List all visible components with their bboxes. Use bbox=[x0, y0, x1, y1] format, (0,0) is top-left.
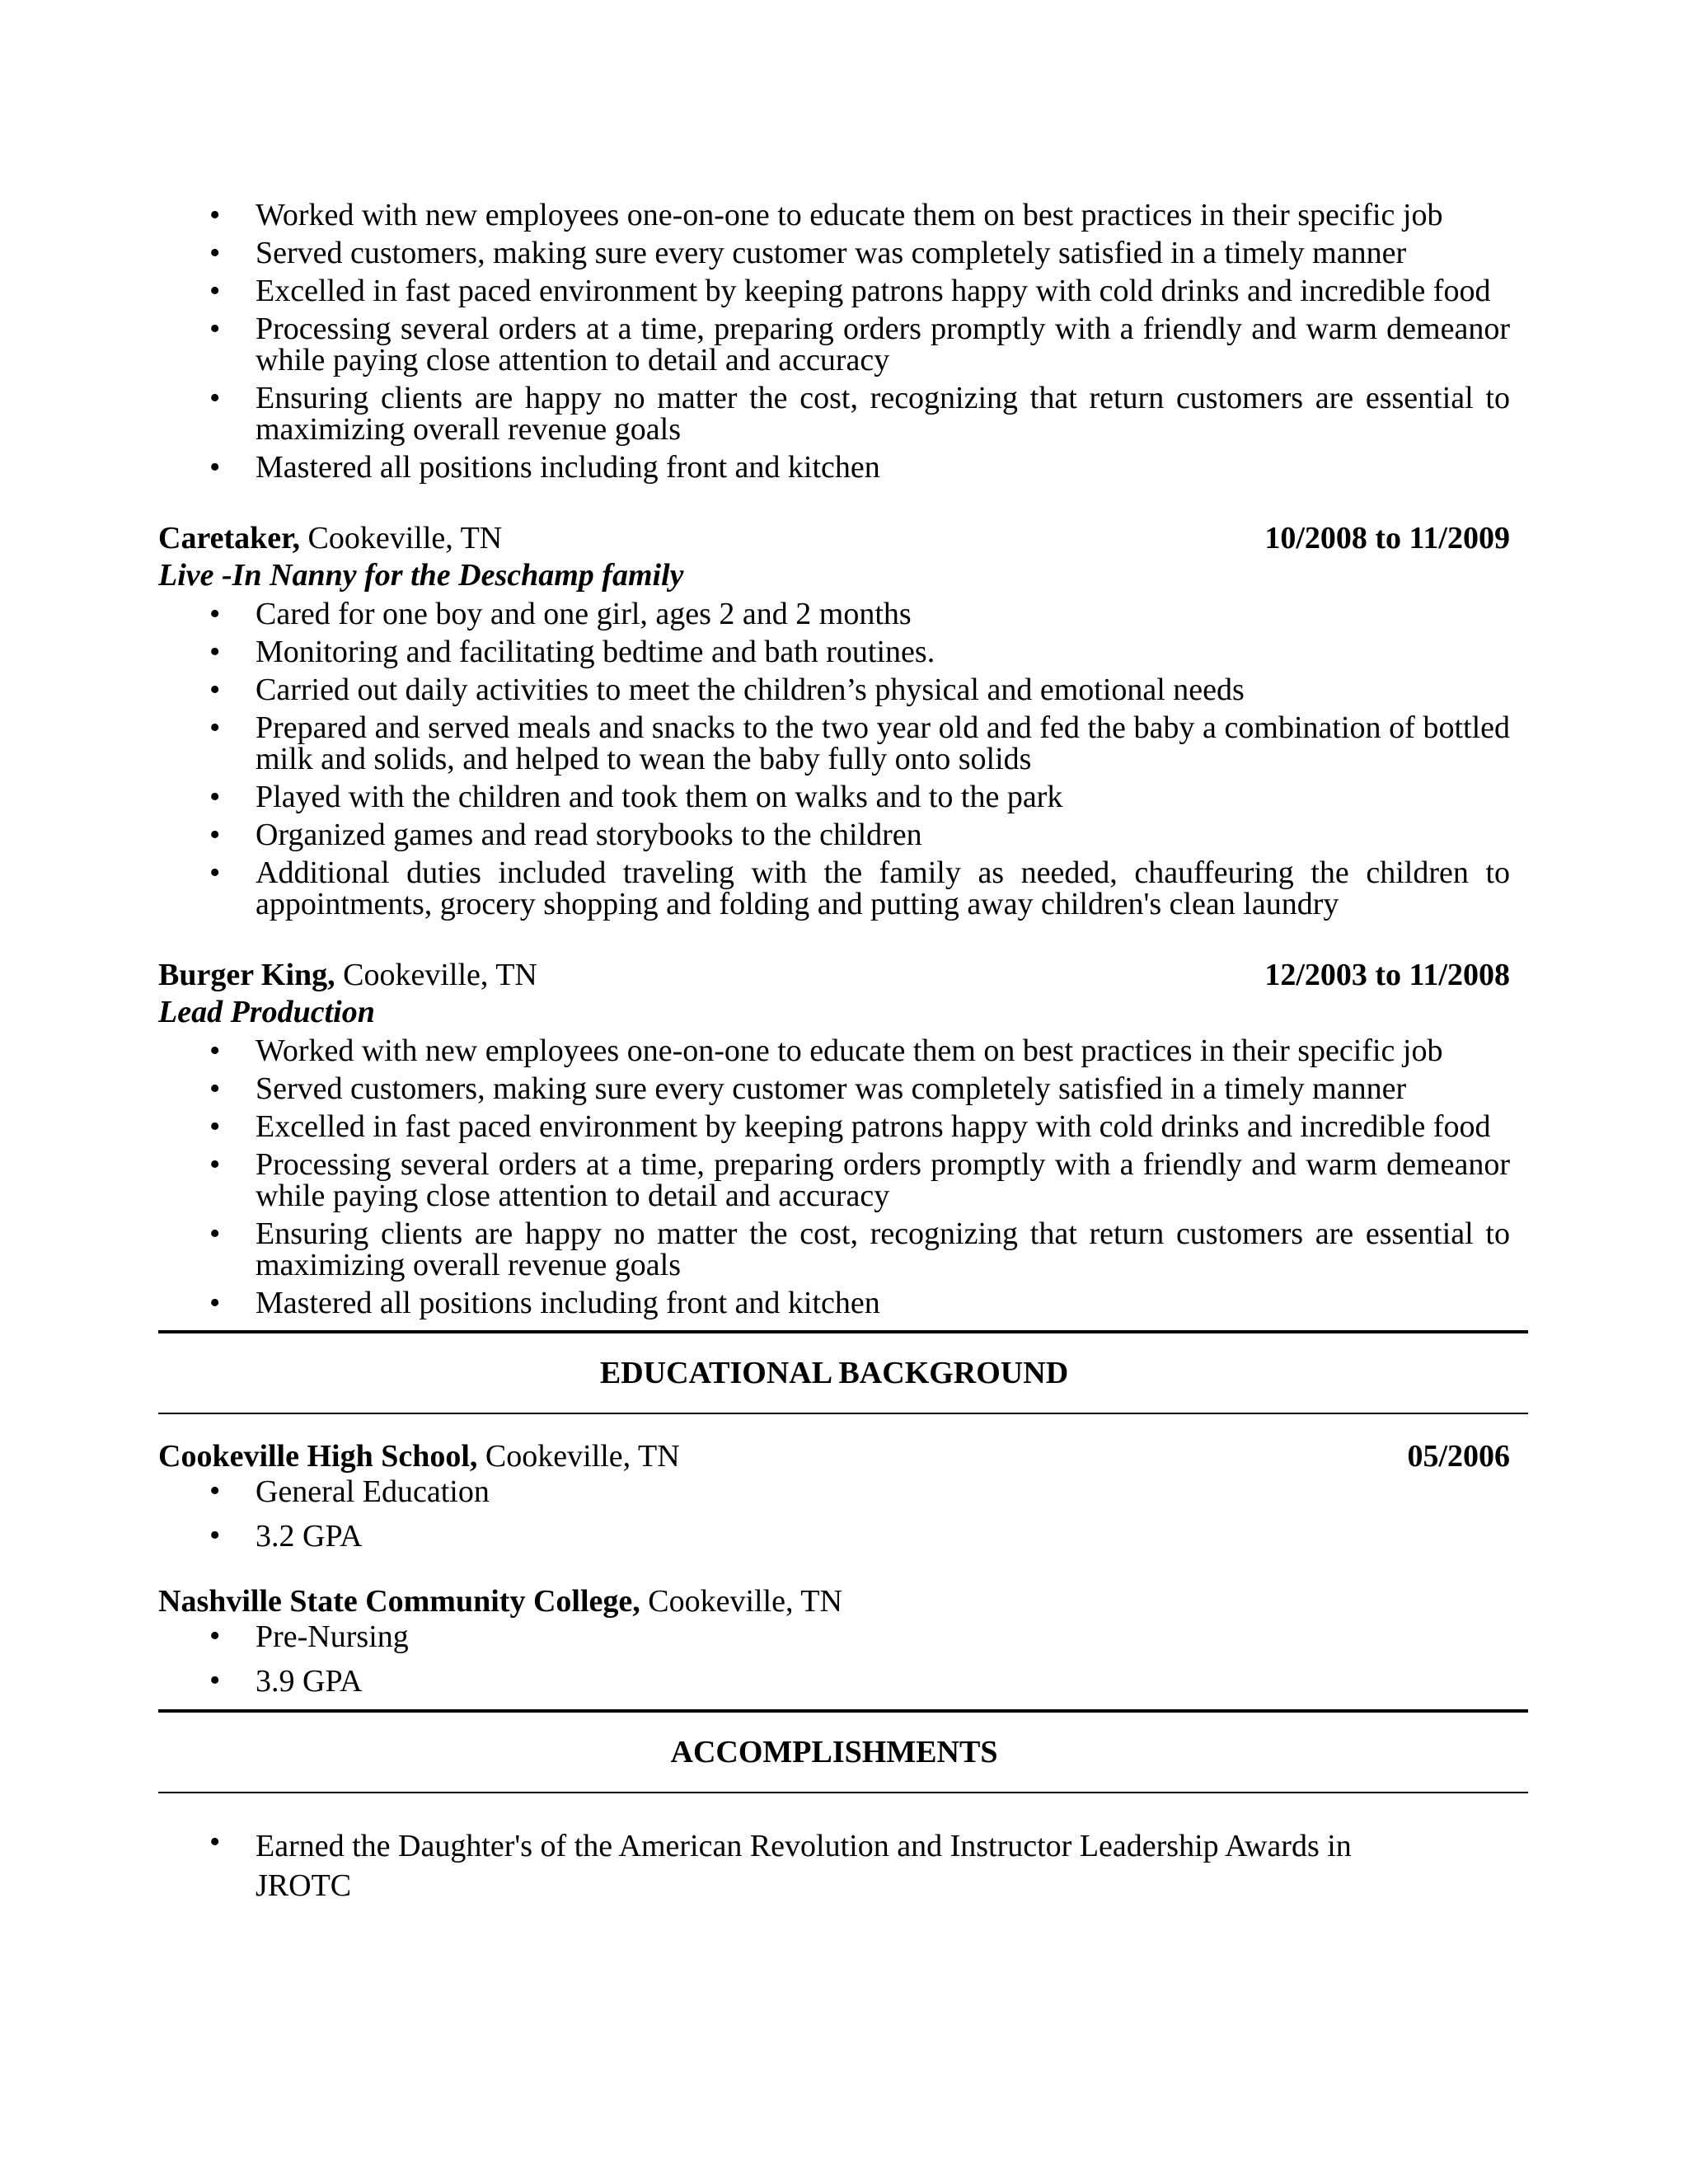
bullet-icon: • bbox=[209, 818, 221, 852]
bullet-icon: • bbox=[209, 1033, 221, 1068]
list-item: • Excelled in fast paced environment by keeping patrons happy with cold drinks and incredible food bbox=[209, 1109, 1491, 1144]
list-item: • Monitoring and facilitating bedtime and bath routines. bbox=[209, 635, 935, 669]
job-dates: 12/2003 to 11/2008 bbox=[1264, 958, 1510, 992]
list-item: • Carried out daily activities to meet the children’s physical and emotional needs bbox=[209, 673, 1245, 707]
job-caretaker bbox=[158, 519, 1510, 920]
list-item: • Excelled in fast paced environment by keeping patrons happy with cold drinks and incredible food bbox=[209, 274, 1491, 308]
education-bullets bbox=[158, 1475, 1510, 1553]
bullet-icon: • bbox=[209, 710, 221, 745]
bullet-icon: • bbox=[209, 381, 221, 415]
bullet-icon: • bbox=[209, 1825, 221, 1859]
education-entry bbox=[158, 1437, 1510, 1553]
list-item: • Mastered all positions including front and kitchen bbox=[209, 450, 880, 485]
list-item: • Organized games and read storybooks to the children bbox=[209, 818, 922, 852]
bullet-icon: • bbox=[209, 673, 221, 707]
job-location: Cookeville, TN bbox=[335, 958, 537, 992]
list-item: • Ensuring clients are happy no matter the cost, recognizing that return customers are essential to maximizing overall revenue goals bbox=[209, 1216, 1510, 1282]
list-item: • General Education bbox=[209, 1474, 490, 1509]
list-item: • Cared for one boy and one girl, ages 2 and 2 months bbox=[209, 597, 912, 631]
bullet-icon: • bbox=[209, 1663, 221, 1698]
list-item: • Served customers, making sure every customer was completely satisfied in a timely manner bbox=[209, 236, 1407, 270]
bullet-icon: • bbox=[209, 236, 221, 270]
job-employer: Burger King, bbox=[158, 958, 335, 992]
section-heading-accomplishments: ACCOMPLISHMENTS bbox=[670, 1735, 998, 1769]
bullet-icon: • bbox=[209, 1109, 221, 1144]
school-name: Nashville State Community College, bbox=[158, 1584, 640, 1619]
continued-job-bullets bbox=[158, 199, 1510, 483]
list-item: • Additional duties included traveling with the family as needed, chauffeuring the children to appointments, grocery shopping and folding and putting away children's clean laundry bbox=[209, 855, 1510, 921]
bullet-icon: • bbox=[209, 1518, 221, 1553]
education-header bbox=[158, 1437, 1510, 1475]
list-item: • Prepared and served meals and snacks to the two year old and fed the baby a combination of bottled milk and solids, and helped to wean the baby fully onto solids bbox=[209, 710, 1510, 776]
list-item: • Worked with new employees one-on-one to educate them on best practices in their specific job bbox=[209, 1033, 1443, 1068]
list-item: • 3.2 GPA bbox=[209, 1518, 363, 1554]
school-location: Cookeville, TN bbox=[477, 1439, 680, 1474]
job-header bbox=[158, 956, 1510, 994]
job-burger-king bbox=[158, 956, 1510, 1319]
bullet-icon: • bbox=[209, 855, 221, 890]
job-title: Lead Production bbox=[158, 995, 375, 1029]
bullet-icon: • bbox=[209, 198, 221, 232]
list-item: • Mastered all positions including front and kitchen bbox=[209, 1286, 880, 1320]
bullet-icon: • bbox=[209, 1071, 221, 1106]
list-item: • Ensuring clients are happy no matter the cost, recognizing that return customers are essential to maximizing overall revenue goals bbox=[209, 381, 1510, 447]
bullet-icon: • bbox=[209, 1619, 221, 1653]
job-employer-line bbox=[158, 519, 502, 557]
school-line bbox=[158, 1437, 680, 1475]
list-item: • Processing several orders at a time, preparing orders promptly with a friendly and warm demeanor while paying close attention to detail and accuracy bbox=[209, 312, 1510, 377]
bullet-icon: • bbox=[209, 1286, 221, 1320]
resume-content bbox=[158, 199, 1510, 1912]
education-header bbox=[158, 1582, 1510, 1620]
accomplishments-bullets bbox=[158, 1826, 1510, 1905]
job-dates: 10/2008 to 11/2009 bbox=[1264, 521, 1510, 555]
list-item: • Pre-Nursing bbox=[209, 1619, 409, 1654]
education-entry bbox=[158, 1582, 1510, 1698]
job-employer-line bbox=[158, 956, 537, 994]
school-name: Cookeville High School, bbox=[158, 1439, 478, 1474]
list-item: • Served customers, making sure every customer was completely satisfied in a timely manner bbox=[209, 1071, 1407, 1106]
list-item: • Played with the children and took them on walks and to the park bbox=[209, 780, 1063, 814]
section-divider-bottom bbox=[158, 1413, 1528, 1414]
school-line bbox=[158, 1582, 842, 1620]
list-item: • Earned the Daughter's of the American Revolution and Instructor Leadership Awards in JROTC bbox=[209, 1825, 1352, 1903]
bullet-icon: • bbox=[209, 312, 221, 346]
section-heading-education: EDUCATIONAL BACKGROUND bbox=[599, 1356, 1069, 1390]
job-bullets bbox=[158, 598, 1510, 920]
job-bullets bbox=[158, 1035, 1510, 1319]
list-item: • Processing several orders at a time, preparing orders promptly with a friendly and warm demeanor while paying close attention to detail and accuracy bbox=[209, 1147, 1510, 1213]
bullet-icon: • bbox=[209, 780, 221, 814]
education-bullets bbox=[158, 1620, 1510, 1698]
list-item: • 3.9 GPA bbox=[209, 1663, 363, 1699]
section-divider-bottom bbox=[158, 1792, 1528, 1793]
job-employer: Caretaker, bbox=[158, 521, 301, 555]
list-item: • Worked with new employees one-on-one to educate them on best practices in their specific job bbox=[209, 198, 1443, 232]
school-date: 05/2006 bbox=[1407, 1439, 1510, 1474]
job-header bbox=[158, 519, 1510, 557]
bullet-icon: • bbox=[209, 1147, 221, 1182]
bullet-icon: • bbox=[209, 1474, 221, 1508]
accomplishments-list-wrap bbox=[158, 1826, 1510, 1905]
bullet-icon: • bbox=[209, 450, 221, 485]
school-location: Cookeville, TN bbox=[640, 1584, 842, 1619]
job-title: Live -In Nanny for the Deschamp family bbox=[158, 558, 684, 593]
bullet-icon: • bbox=[209, 274, 221, 308]
job-location: Cookeville, TN bbox=[300, 521, 503, 555]
bullet-icon: • bbox=[209, 635, 221, 669]
bullet-icon: • bbox=[209, 1216, 221, 1251]
bullet-icon: • bbox=[209, 597, 221, 631]
